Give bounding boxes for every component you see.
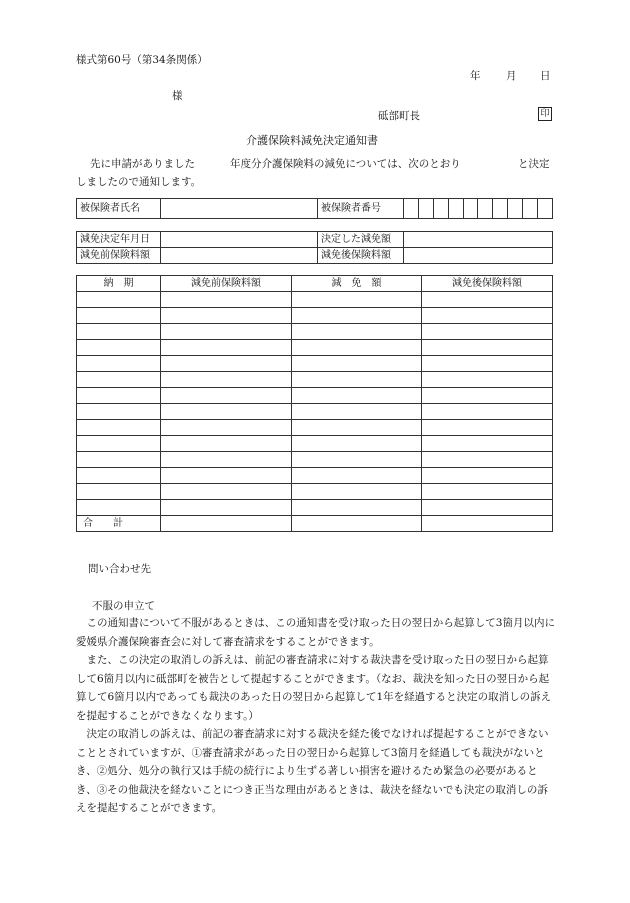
table-cell[interactable] [77, 308, 161, 324]
insured-number-digit[interactable] [523, 199, 538, 219]
table-cell[interactable] [161, 420, 292, 436]
table-cell[interactable] [292, 308, 422, 324]
insured-number-digit[interactable] [433, 199, 448, 219]
table-row [77, 420, 553, 436]
table-cell[interactable] [77, 324, 161, 340]
addressee-suffix: 様 [172, 90, 183, 102]
header-due-period: 納 期 [77, 276, 161, 292]
table-cell[interactable] [292, 356, 422, 372]
header-reduction-amount: 減 免 額 [292, 276, 422, 292]
table-cell[interactable] [161, 308, 292, 324]
table-cell[interactable] [292, 340, 422, 356]
table-row [77, 324, 553, 340]
installment-table [76, 275, 553, 532]
appeal-paragraph-1: この通知書について不服があるときは、この通知書を受け取った日の翌日から起算して3箇月以内に愛媛県介護保険審査会に対して審査請求をすることができます。 [76, 617, 555, 648]
insured-number-digit[interactable] [478, 199, 493, 219]
insured-info-table [76, 198, 553, 219]
table-row [77, 340, 553, 356]
table-cell[interactable] [422, 372, 553, 388]
form-number: 様式第60号（第34条関係） [76, 54, 208, 66]
table-row [77, 308, 553, 324]
table-cell[interactable] [292, 468, 422, 484]
total-label: 合 計 [77, 516, 161, 532]
insured-number-digit[interactable] [538, 199, 553, 219]
table-cell[interactable] [292, 292, 422, 308]
before-premium-label: 減免前保険料額 [77, 248, 161, 264]
table-cell[interactable] [77, 292, 161, 308]
intro-line2: しましたので通知します。 [76, 176, 202, 188]
insured-number-digit[interactable] [508, 199, 523, 219]
table-cell[interactable] [77, 372, 161, 388]
table-cell[interactable] [77, 356, 161, 372]
before-premium-value[interactable] [161, 248, 318, 264]
table-cell[interactable] [161, 436, 292, 452]
table-cell[interactable] [422, 356, 553, 372]
decision-info-table [76, 231, 553, 264]
table-cell[interactable] [292, 484, 422, 500]
insured-number-label: 被保険者番号 [318, 199, 404, 219]
table-cell[interactable] [161, 356, 292, 372]
intro-line1-c: と決定 [518, 158, 550, 170]
table-cell[interactable] [161, 372, 292, 388]
table-cell[interactable] [292, 388, 422, 404]
seal-mark: 印 [538, 107, 552, 121]
insured-name-label: 被保険者氏名 [77, 199, 161, 219]
table-cell[interactable] [422, 292, 553, 308]
header-after-premium: 減免後保険料額 [422, 276, 553, 292]
table-cell[interactable] [422, 308, 553, 324]
appeal-body [76, 614, 556, 818]
table-cell[interactable] [292, 324, 422, 340]
insured-number-digit[interactable] [493, 199, 508, 219]
table-cell[interactable] [161, 340, 292, 356]
table-cell[interactable] [161, 388, 292, 404]
table-cell[interactable] [422, 340, 553, 356]
total-after[interactable] [422, 516, 553, 532]
table-cell[interactable] [77, 388, 161, 404]
document-title: 介護保険料減免決定通知書 [246, 134, 378, 147]
table-row [77, 356, 553, 372]
decided-amount-label: 決定した減免額 [318, 232, 404, 248]
after-premium-value[interactable] [404, 248, 553, 264]
table-cell[interactable] [292, 372, 422, 388]
table-cell[interactable] [161, 468, 292, 484]
table-cell[interactable] [77, 500, 161, 516]
decided-amount-value[interactable] [404, 232, 553, 248]
table-row [77, 468, 553, 484]
total-before[interactable] [161, 516, 292, 532]
table-row [77, 484, 553, 500]
total-reduction[interactable] [292, 516, 422, 532]
table-row [77, 404, 553, 420]
table-row [77, 452, 553, 468]
table-cell[interactable] [422, 324, 553, 340]
appeal-paragraph-2: また、この決定の取消しの訴えは、前記の審査請求に対する裁決書を受け取った日の翌日から起算して6箇月以内に砥部町を被告として提起することができます。（なお、裁決を知った日の翌日から起算して6箇月以内であっても裁決のあった日の翌日から起算して1年を経過すると決定の取消しの訴えを提起することができなくなります。） [76, 654, 552, 722]
table-cell[interactable] [161, 324, 292, 340]
table-cell[interactable] [77, 340, 161, 356]
table-cell[interactable] [161, 292, 292, 308]
table-cell[interactable] [292, 404, 422, 420]
issuer: 砥部町長 [378, 110, 420, 122]
table-cell[interactable] [422, 420, 553, 436]
table-cell[interactable] [422, 452, 553, 468]
table-row [77, 388, 553, 404]
table-cell[interactable] [422, 388, 553, 404]
table-cell[interactable] [422, 500, 553, 516]
table-row [77, 500, 553, 516]
after-premium-label: 減免後保険料額 [318, 248, 404, 264]
table-row [77, 436, 553, 452]
intro-line1-b: 年度分介護保険料の減免については、次のとおり [230, 158, 461, 170]
table-row [77, 372, 553, 388]
table-cell[interactable] [77, 436, 161, 452]
table-cell[interactable] [77, 452, 161, 468]
table-cell[interactable] [292, 436, 422, 452]
table-cell[interactable] [422, 436, 553, 452]
table-cell[interactable] [422, 468, 553, 484]
date-month: 月 [506, 70, 517, 82]
contact-label: 問い合わせ先 [88, 563, 151, 575]
table-cell[interactable] [292, 500, 422, 516]
insured-name-value[interactable] [161, 199, 318, 219]
table-cell[interactable] [77, 484, 161, 500]
table-cell[interactable] [77, 420, 161, 436]
insured-number-digit[interactable] [448, 199, 463, 219]
table-cell[interactable] [77, 468, 161, 484]
date-year: 年 [470, 70, 481, 82]
table-cell[interactable] [161, 484, 292, 500]
installment-rows [77, 292, 553, 516]
table-cell[interactable] [292, 452, 422, 468]
insured-number-digit[interactable] [404, 199, 419, 219]
decision-date-value[interactable] [161, 232, 318, 248]
table-cell[interactable] [77, 404, 161, 420]
table-cell[interactable] [422, 484, 553, 500]
appeal-heading: 不服の申立て [92, 600, 155, 612]
table-row [77, 292, 553, 308]
table-cell[interactable] [161, 404, 292, 420]
header-before-premium: 減免前保険料額 [161, 276, 292, 292]
table-cell[interactable] [161, 500, 292, 516]
insured-number-digit[interactable] [418, 199, 433, 219]
table-cell[interactable] [292, 420, 422, 436]
insured-number-digit[interactable] [463, 199, 478, 219]
date-day: 日 [540, 70, 551, 82]
appeal-paragraph-3: 決定の取消しの訴えは、前記の審査請求に対する裁決を経た後でなければ提起することができないこととされていますが、①審査請求があった日の翌日から起算して3箇月を経過しても裁決がないとき、②処分、処分の執行又は手続の続行により生ずる著しい損害を避けるため緊急の必要があるとき、③その他裁決を経ないことにつき正当な理由があるときは、裁決を経ないでも決定の取消しの訴えを提起することができます。 [76, 728, 549, 814]
table-cell[interactable] [422, 404, 553, 420]
intro-line1-a: 先に申請がありました [90, 158, 195, 170]
table-cell[interactable] [161, 452, 292, 468]
decision-date-label: 減免決定年月日 [77, 232, 161, 248]
